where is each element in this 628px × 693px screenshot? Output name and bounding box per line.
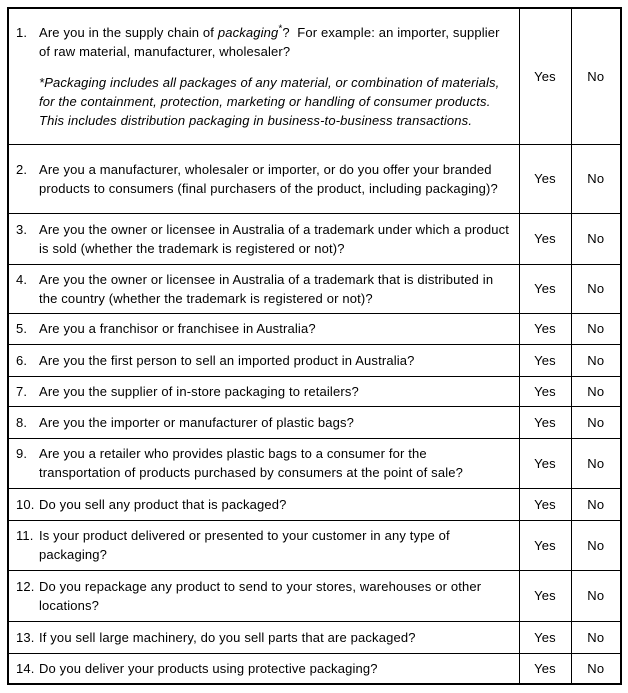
yes-cell: Yes <box>519 438 571 488</box>
question-row-10 <box>8 488 621 520</box>
question-cell <box>8 520 519 570</box>
question-number: 1. <box>16 24 28 40</box>
question-number: 9. <box>16 446 28 461</box>
question-text: Are you the supplier of in-store packaging to retailers? <box>39 383 359 399</box>
question-number: 7. <box>16 383 28 399</box>
yes-cell: Yes <box>519 344 571 376</box>
no-cell: No <box>571 376 621 406</box>
question-number: 4. <box>16 271 28 287</box>
question-main <box>39 23 511 61</box>
question-row-5 <box>8 313 621 344</box>
yes-cell: Yes <box>519 264 571 313</box>
no-cell: No <box>571 313 621 344</box>
question-cell <box>8 570 519 621</box>
question-cell <box>8 621 519 653</box>
question-row-7 <box>8 376 621 406</box>
no-cell: No <box>571 344 621 376</box>
question-number: 5. <box>16 321 28 336</box>
question-row-8 <box>8 406 621 438</box>
yes-cell: Yes <box>519 488 571 520</box>
question-italic-term: packaging <box>217 24 279 40</box>
question-row-6 <box>8 344 621 376</box>
question-row-9 <box>8 438 621 488</box>
question-text: Are you the owner or licensee in Australia of a trademark under which a product is sold (whether the trademark is registered or not)? <box>39 221 509 256</box>
question-text: Do you deliver your products using protective packaging? <box>39 660 378 676</box>
no-cell: No <box>571 488 621 520</box>
footnote-asterisk: * <box>278 23 283 35</box>
question-number: 3. <box>16 221 28 237</box>
question-cell <box>8 438 519 488</box>
question-text: Are you a franchisor or franchisee in Australia? <box>39 321 316 336</box>
question-number: 11. <box>16 528 34 543</box>
question-text: Are you the first person to sell an imported product in Australia? <box>39 352 415 368</box>
question-cell <box>8 488 519 520</box>
no-cell: No <box>571 144 621 213</box>
questionnaire-table <box>7 7 622 685</box>
yes-cell: Yes <box>519 653 571 684</box>
question-part-before: Are you in the supply chain of <box>39 24 218 40</box>
yes-cell: Yes <box>519 313 571 344</box>
question-number: 14. <box>16 660 35 676</box>
no-cell: No <box>571 406 621 438</box>
question-text: Are you a retailer who provides plastic bags to a consumer for the transportation of products purchased by consumers at the point of sale? <box>39 446 464 480</box>
yes-cell: Yes <box>519 520 571 570</box>
question-text: Are you a manufacturer, wholesaler or importer, or do you offer your branded products to consumers (final purchasers of the product, including packaging)? <box>39 161 498 196</box>
yes-cell: Yes <box>519 406 571 438</box>
question-cell <box>8 264 519 313</box>
yes-cell: Yes <box>519 213 571 264</box>
question-number: 12. <box>16 578 35 594</box>
question-row-3 <box>8 213 621 264</box>
no-cell: No <box>571 213 621 264</box>
yes-cell: Yes <box>519 144 571 213</box>
question-cell <box>8 313 519 344</box>
question-number: 6. <box>16 352 28 368</box>
yes-cell: Yes <box>519 621 571 653</box>
no-cell: No <box>571 520 621 570</box>
question-row-2 <box>8 144 621 213</box>
question-row-11 <box>8 520 621 570</box>
question-number: 10. <box>16 496 35 512</box>
question-part-after: ? For example: an importer, supplier of raw material, manufacturer, wholesaler? <box>39 24 504 59</box>
no-cell: No <box>571 621 621 653</box>
question-number: 8. <box>16 414 28 430</box>
question-number: 13. <box>16 629 35 645</box>
question-row-12 <box>8 570 621 621</box>
question-cell <box>8 344 519 376</box>
question-text <box>39 23 511 130</box>
question-cell <box>8 376 519 406</box>
question-text: If you sell large machinery, do you sell parts that are packaged? <box>39 629 416 645</box>
yes-cell: Yes <box>519 376 571 406</box>
yes-cell: Yes <box>519 8 571 144</box>
no-cell: No <box>571 653 621 684</box>
question-row-1 <box>8 8 621 144</box>
question-row-14 <box>8 653 621 684</box>
question-cell <box>8 406 519 438</box>
question-row-4 <box>8 264 621 313</box>
no-cell: No <box>571 8 621 144</box>
no-cell: No <box>571 570 621 621</box>
question-cell <box>8 213 519 264</box>
question-text: Do you sell any product that is packaged? <box>39 496 287 512</box>
yes-cell: Yes <box>519 570 571 621</box>
packaging-definition-footnote: *Packaging includes all packages of any material, or combination of materials, for the containment, protection, marketing or handling of consumer products. This includes distribution packaging in business-to-business transactions. <box>39 74 500 128</box>
question-row-13 <box>8 621 621 653</box>
question-text: Are you the owner or licensee in Australia of a trademark that is distributed in the country (whether the trademark is registered or not)? <box>39 271 494 306</box>
no-cell: No <box>571 438 621 488</box>
question-text: Are you the importer or manufacturer of plastic bags? <box>39 414 355 430</box>
question-cell <box>8 653 519 684</box>
no-cell: No <box>571 264 621 313</box>
question-text: Do you repackage any product to send to your stores, warehouses or other locations? <box>39 578 482 613</box>
question-text: Is your product delivered or presented to your customer in any type of packaging? <box>39 528 450 562</box>
question-cell <box>8 8 519 144</box>
question-number: 2. <box>16 161 28 177</box>
question-cell <box>8 144 519 213</box>
